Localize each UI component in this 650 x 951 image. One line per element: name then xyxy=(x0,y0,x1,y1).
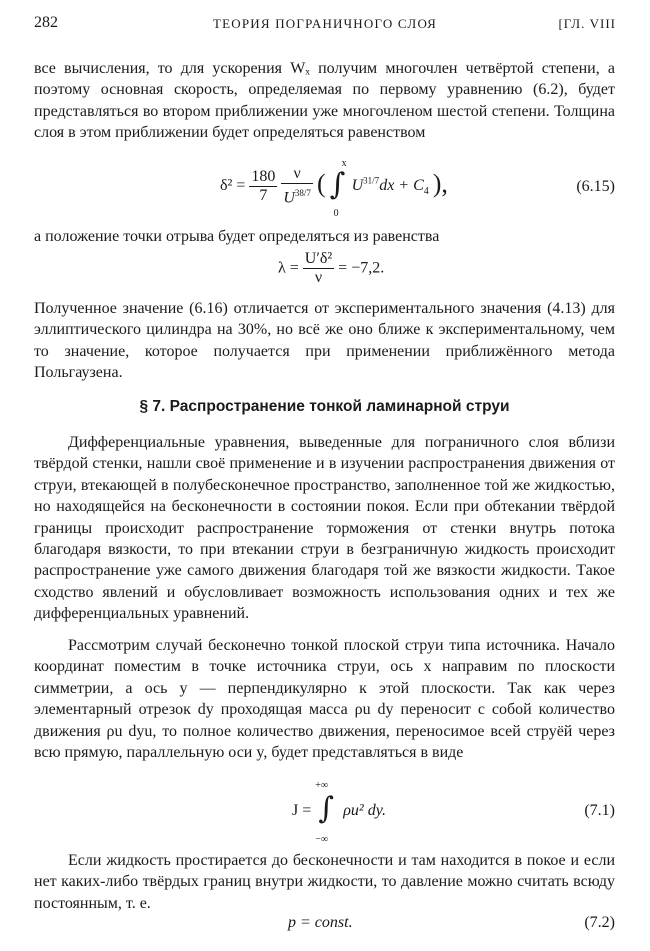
paragraph-jet-intro xyxy=(34,432,615,625)
chapter-label: [ГЛ. VIII xyxy=(558,16,616,31)
eq-lhs: J = xyxy=(292,802,312,819)
fraction-numerator: 180 xyxy=(251,167,276,185)
fraction-numerator: ν xyxy=(281,165,313,184)
exponent: 38/7 xyxy=(294,187,311,198)
equation-6-15 xyxy=(34,158,615,220)
eq-expression: p = const. xyxy=(288,914,353,931)
exponent: 31/7 xyxy=(363,175,380,186)
paragraph-separation xyxy=(34,226,615,247)
eq-rhs: = −7,2. xyxy=(338,259,385,277)
paragraph-comparison xyxy=(34,298,615,384)
equation-7-2 xyxy=(34,914,615,938)
paragraph-text: Полученное значение (6.16) отличается от экспериментального значения (4.13) для эллиптического цилиндра на 30%, но всё же оно ближе к экспериментальному, чем то значение, которое получается при применении приближённого метода Польгаузена. xyxy=(34,300,615,382)
page-number: 282 xyxy=(34,14,58,31)
page-header xyxy=(34,14,616,40)
equation-number: (7.1) xyxy=(584,802,615,819)
symbol-u: U xyxy=(351,176,364,194)
paragraph-pressure xyxy=(34,850,615,914)
eq-lhs: λ = xyxy=(278,259,299,277)
integral-sign: ∫ x 0 xyxy=(329,158,347,219)
paren-close: ), xyxy=(432,169,448,198)
running-title: ТЕОРИЯ ПОГРАНИЧНОГО СЛОЯ xyxy=(213,16,437,31)
fraction-denominator: ν xyxy=(314,269,323,286)
paragraph-intro xyxy=(34,58,615,144)
integral-lower-limit: −∞ xyxy=(315,834,329,845)
eq-fraction xyxy=(303,250,334,287)
paragraph-jet-source xyxy=(34,635,615,763)
integral-upper-limit: +∞ xyxy=(315,780,329,791)
paren-open: ( xyxy=(316,169,326,198)
paragraph-text: Рассмотрим случай бесконечно тонкой плоской струи типа источника. Начало координат поместим в точке источника струи, ось x направим по плоскости симметрии, а ось y — перпендикулярно к этой плоскости. Так как через элементарный отрезок dy проходящая масса ρu dy переносит с собой количество движения ρu dyu, то полное количество движения, переносимое всей струёй через всю прямую, параллельную оси y, будет представляться в виде xyxy=(34,637,615,762)
paragraph-text: все вычисления, то для ускорения Wₓ получим многочлен четвёртой степени, а поэтому основная скорость, определяемая по первому уравнению (6.2), будет представляться во втором приближении уже многочленом шестой степени. Толщина слоя в этом приближении будет определяться равенством xyxy=(34,60,615,142)
equation-number: (6.15) xyxy=(576,178,615,195)
subscript: 4 xyxy=(423,185,429,197)
integrand-tail: dx + C xyxy=(379,176,424,194)
integrand xyxy=(351,175,429,197)
eq-lhs: δ² = xyxy=(220,177,246,194)
equation-lambda xyxy=(34,250,615,290)
equation-number: (7.2) xyxy=(584,914,615,931)
section-heading: § 7. Распространение тонкой ламинарной струи xyxy=(139,398,510,415)
eq-coef-fraction xyxy=(249,168,277,205)
paragraph-text: а положение точки отрыва будет определяться из равенства xyxy=(34,228,440,245)
integral-lower-limit: 0 xyxy=(333,208,339,219)
fraction-denominator xyxy=(281,184,313,207)
integral-upper-limit: x xyxy=(341,158,347,169)
symbol-u: U xyxy=(283,189,295,207)
eq-nu-fraction xyxy=(281,165,313,207)
paragraph-text: Дифференциальные уравнения, выведенные для пограничного слоя вблизи твёрдой стенки, нашли своё применение и в изучении распространения движения от струи, втекающей в полубесконечное пространство, заполненное той же жидкостью, но находящейся на бесконечности в состоянии покоя. Если при обтекании твёрдой границы происходит распространение торможения от стенки внутрь потока благодаря вязкости, то при втекании струи в безграничную жидкость происходит распространение уже самого движения благодаря той же вязкости жидкости. Такое сходство явлений и обусловливает возможность использования одних и тех же дифференциальных уравнений. xyxy=(34,434,615,623)
integral-sign: ∫ +∞ −∞ xyxy=(315,780,334,845)
fraction-denominator: 7 xyxy=(259,186,268,204)
integrand: ρu² dy. xyxy=(343,802,386,819)
fraction-numerator: U′δ² xyxy=(304,250,333,267)
equation-7-1 xyxy=(34,780,615,845)
paragraph-text: Если жидкость простирается до бесконечности и там находится в покое и если нет каких-либо твёрдых границ внутри жидкости, то давление можно считать всюду постоянным, т. е. xyxy=(34,852,615,912)
